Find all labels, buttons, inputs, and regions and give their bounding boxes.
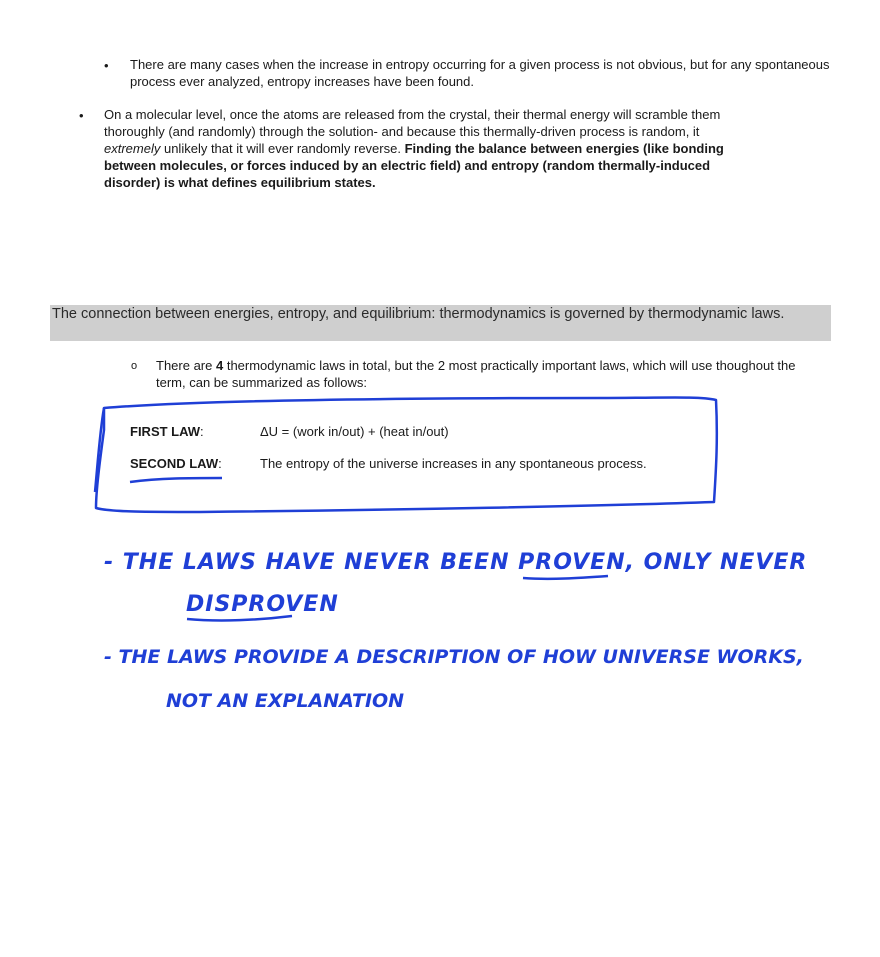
law-label: FIRST LAW xyxy=(130,424,201,439)
list-item-fragment: There are xyxy=(156,358,216,373)
hand-drawn-box xyxy=(96,398,717,513)
law-colon: : xyxy=(200,424,204,439)
main-bullet-line: thoroughly (and randomly) through the solution- and because this thermally-driven process is random, it xyxy=(104,124,700,139)
main-bullet-fragment: unlikely that it will ever randomly reverse. xyxy=(160,141,405,156)
sub-bullet-text: There are many cases when the increase in entropy occurring for a given process is not obvious, but for any spontaneous process ever analyzed, entropy increases have been found. xyxy=(130,57,830,89)
bold-text: 4 xyxy=(215,358,224,373)
second-law-underline xyxy=(130,478,222,482)
bold-text: between molecules, or forces induced by an electric field) and entropy (random thermally-induced xyxy=(104,158,711,173)
handwritten-fragment: PROVEN xyxy=(518,550,626,575)
bold-text: disorder) is what defines equilibrium states. xyxy=(104,175,376,190)
law-label: SECOND LAW xyxy=(130,456,219,471)
handwritten-note-1 xyxy=(104,550,807,575)
section-heading: The connection between energies, entropy, and equilibrium: thermodynamics is governed by thermodynamic laws. xyxy=(52,306,785,322)
law-text: The entropy of the universe increases in any spontaneous process. xyxy=(260,456,647,471)
bullet-dot: • xyxy=(104,58,109,73)
handwritten-fragment: - THE LAWS HAVE NEVER BEEN xyxy=(104,550,519,575)
bold-text: Finding the balance between energies (like bonding xyxy=(404,141,724,156)
law-text: ΔU = (work in/out) + (heat in/out) xyxy=(260,424,449,439)
proven-underline xyxy=(523,576,608,579)
handwritten-note-2-cont: NOT AN EXPLANATION xyxy=(166,690,405,712)
list-item-marker: o xyxy=(131,360,138,372)
handwritten-note-1-cont: DISPROVEN xyxy=(186,592,339,617)
bullet-dot: • xyxy=(79,108,84,123)
emphasis-text: extremely xyxy=(104,141,161,156)
handwritten-note-2: - THE LAWS PROVIDE A DESCRIPTION OF HOW UNIVERSE WORKS, xyxy=(104,646,804,668)
list-item-fragment: thermodynamic laws in total, but the 2 most practically important laws, which will use thoughout the term, can be summarized as follows: xyxy=(156,358,796,390)
handwritten-fragment: , ONLY NEVER xyxy=(625,550,808,575)
law-colon: : xyxy=(218,456,222,471)
main-bullet-line: On a molecular level, once the atoms are released from the crystal, their thermal energy will scramble them xyxy=(104,107,721,122)
